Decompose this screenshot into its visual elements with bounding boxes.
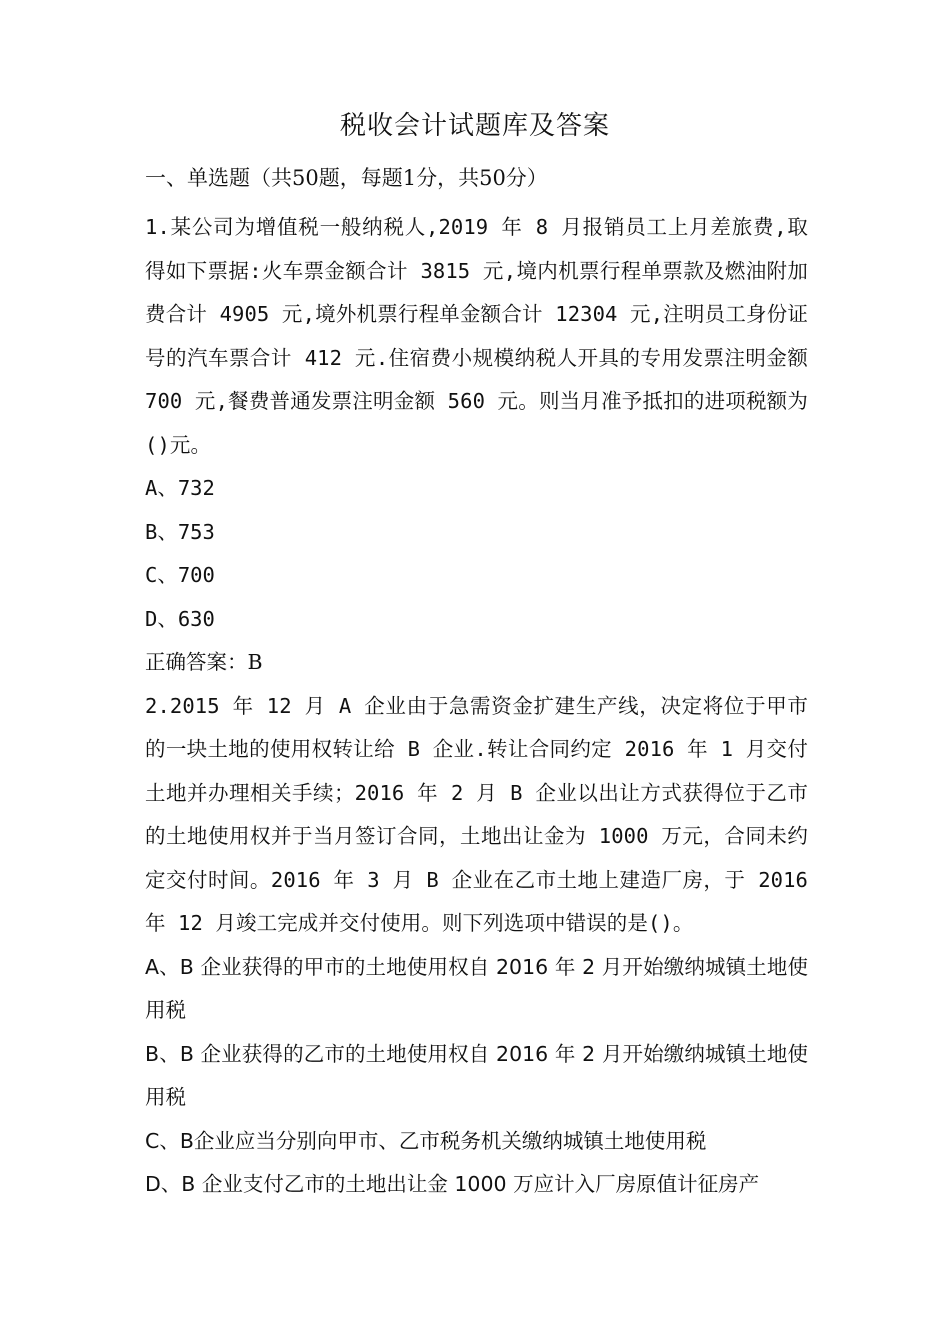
question-1-answer: 正确答案：B [145, 650, 263, 674]
question-2-option-b: B、B 企业获得的乙市的土地使用权自 2016 年 2 月开始缴纳城镇土地使用税 [145, 1041, 808, 1109]
document-body [145, 206, 808, 1207]
question-1-option-b: B、753 [145, 519, 215, 544]
question-1-option-c: C、700 [145, 563, 215, 587]
question-2-option-d: D、B 企业支付乙市的土地出让金 1000 万应计入厂房原值计征房产 [145, 1172, 760, 1196]
question-1-option-d: D、630 [145, 606, 215, 631]
question-1-option-a: A、732 [145, 476, 215, 500]
document-title: 税收会计试题库及答案 [339, 111, 610, 141]
question-1-text: 1.某公司为增值税一般纳税人,2019 年 8 月报销员工上月差旅费,取得如下票据:火车票金额合计 3815 元,境内机票行程单票款及燃油附加费合计 4905 元,境外机票行程单金额合计 12304 元,注明员工身份证号的汽车票合计 412 元.住宿费小规模纳税人开具的专用发票注明金额 700 元,餐费普通发票注明金额 560 元。则当月准予抵扣的进项税额为()元。 [145, 215, 808, 457]
section-heading: 一、单选题（共50题，每题1分，共50分） [145, 166, 548, 190]
question-2-text: 2.2015 年 12 月 A 企业由于急需资金扩建生产线，决定将位于甲市的一块土地的使用权转让给 B 企业.转让合同约定 2016 年 1 月交付土地并办理相关手续；2016 年 2 月 B 企业以出让方式获得位于乙市的土地使用权并于当月签订合同，土地出让金为 1000 万元，合同未约定交付时间。2016 年 3 月 B 企业在乙市土地上建造厂房，于 2016 年 12 月竣工完成并交付使用。则下列选项中错误的是()。 [145, 693, 808, 935]
question-2-option-a: A、B 企业获得的甲市的土地使用权自 2016 年 2 月开始缴纳城镇土地使用税 [145, 954, 808, 1022]
question-2-option-c: C、B企业应当分别向甲市、乙市税务机关缴纳城镇土地使用税 [145, 1128, 707, 1153]
